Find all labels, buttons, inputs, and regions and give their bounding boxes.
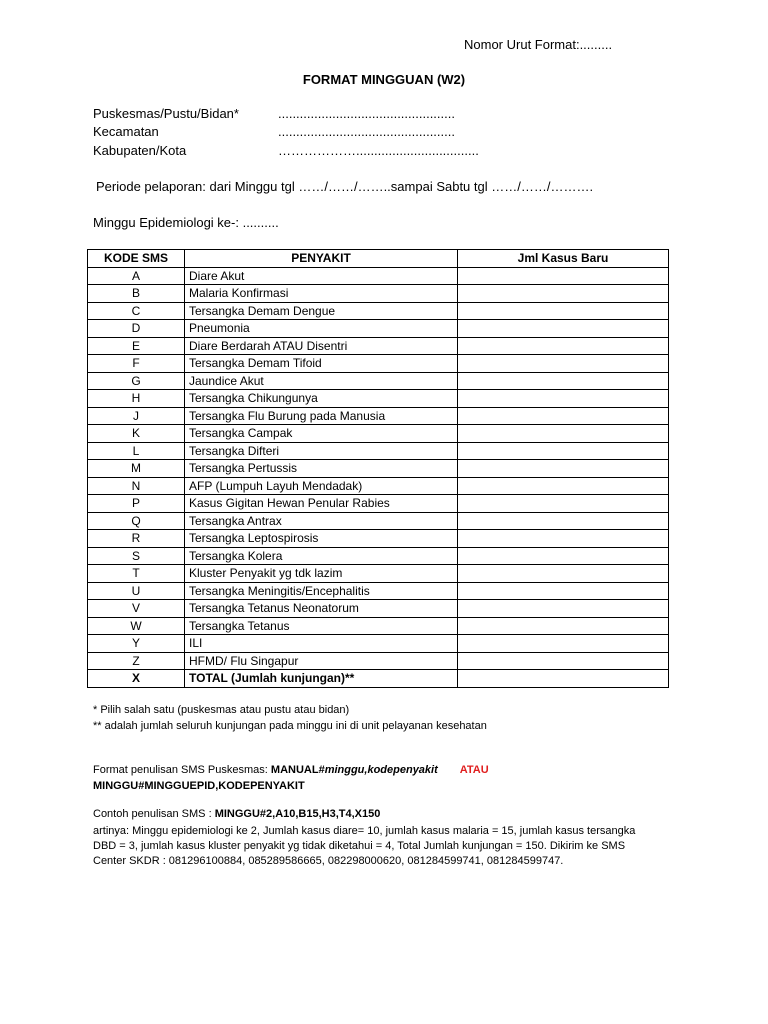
cell-jumlah-kasus[interactable] — [458, 355, 669, 373]
cell-jumlah-kasus[interactable] — [458, 635, 669, 653]
sms-format-prefix: Format penulisan SMS Puskesmas: — [93, 764, 271, 776]
cell-penyakit: Diare Berdarah ATAU Disentri — [185, 337, 458, 355]
cell-jumlah-kasus[interactable] — [458, 600, 669, 618]
cell-penyakit: Tersangka Tetanus — [185, 617, 458, 635]
cell-jumlah-kasus[interactable] — [458, 670, 669, 688]
cell-penyakit: Tersangka Difteri — [185, 442, 458, 460]
cell-kode-sms: U — [88, 582, 185, 600]
table-row — [88, 390, 669, 408]
table-row — [88, 565, 669, 583]
cell-jumlah-kasus[interactable] — [458, 407, 669, 425]
cell-kode-sms: Y — [88, 635, 185, 653]
cell-kode-sms: S — [88, 547, 185, 565]
column-header-kode: KODE SMS — [88, 250, 185, 268]
table-row — [88, 530, 669, 548]
cell-jumlah-kasus[interactable] — [458, 477, 669, 495]
cell-penyakit: Tersangka Pertussis — [185, 460, 458, 478]
explanation-line: DBD = 3, jumlah kasus kluster penyakit yg tidak diketahui = 4, Total Jumlah kunjungan = 150. Dikirim ke SMS — [93, 840, 626, 852]
explanation-line: Center SKDR : 081296100884, 085289586665, 082298000620, 081284599741, 081284599747. — [93, 855, 564, 867]
table-row — [88, 285, 669, 303]
disease-table — [87, 249, 669, 688]
table-row — [88, 512, 669, 530]
cell-jumlah-kasus[interactable] — [458, 390, 669, 408]
cell-kode-sms: A — [88, 267, 185, 285]
table-row — [88, 442, 669, 460]
footnote-1: * Pilih salah satu (puskesmas atau pustu atau bidan) — [93, 704, 350, 716]
cell-kode-sms: M — [88, 460, 185, 478]
cell-penyakit: Tersangka Demam Tifoid — [185, 355, 458, 373]
field-label-kabupaten: Kabupaten/Kota — [93, 143, 187, 158]
explanation-line: artinya: Minggu epidemiologi ke 2, Jumlah kasus diare= 10, jumlah kasus malaria = 15, jumlah kasus tersangka — [93, 825, 636, 837]
cell-jumlah-kasus[interactable] — [458, 495, 669, 513]
sms-example-explanation — [93, 824, 683, 869]
cell-kode-sms: R — [88, 530, 185, 548]
cell-jumlah-kasus[interactable] — [458, 547, 669, 565]
table-row — [88, 320, 669, 338]
cell-jumlah-kasus[interactable] — [458, 320, 669, 338]
sms-format-line — [93, 764, 489, 776]
table-row — [88, 425, 669, 443]
table-row — [88, 407, 669, 425]
sms-format-or: ATAU — [459, 764, 489, 776]
table-row — [88, 267, 669, 285]
table-row — [88, 635, 669, 653]
sms-format-manual: MANUAL# — [270, 764, 325, 776]
column-header-penyakit: PENYAKIT — [185, 250, 458, 268]
cell-kode-sms: E — [88, 337, 185, 355]
cell-jumlah-kasus[interactable] — [458, 302, 669, 320]
cell-jumlah-kasus[interactable] — [458, 425, 669, 443]
cell-penyakit: Tersangka Tetanus Neonatorum — [185, 600, 458, 618]
cell-jumlah-kasus[interactable] — [458, 285, 669, 303]
cell-penyakit: ILI — [185, 635, 458, 653]
cell-jumlah-kasus[interactable] — [458, 460, 669, 478]
table-row — [88, 355, 669, 373]
cell-kode-sms: Z — [88, 652, 185, 670]
cell-penyakit: Tersangka Flu Burung pada Manusia — [185, 407, 458, 425]
footnote-2: ** adalah jumlah seluruh kunjungan pada minggu ini di unit pelayanan kesehatan — [93, 720, 487, 732]
cell-penyakit: Malaria Konfirmasi — [185, 285, 458, 303]
cell-penyakit: AFP (Lumpuh Layuh Mendadak) — [185, 477, 458, 495]
cell-kode-sms: G — [88, 372, 185, 390]
table-row — [88, 582, 669, 600]
cell-jumlah-kasus[interactable] — [458, 565, 669, 583]
cell-kode-sms: F — [88, 355, 185, 373]
format-number: Nomor Urut Format:......... — [464, 37, 613, 52]
sms-example-line — [93, 808, 380, 820]
sms-example-prefix: Contoh penulisan SMS : — [93, 808, 215, 820]
cell-jumlah-kasus[interactable] — [458, 530, 669, 548]
field-value-kecamatan: ................................................. — [278, 124, 455, 139]
cell-penyakit: Tersangka Meningitis/Encephalitis — [185, 582, 458, 600]
table-header-row — [88, 250, 669, 268]
reporting-period: Periode pelaporan: dari Minggu tgl ……/……/……..sampai Sabtu tgl ……/……/………. — [96, 179, 594, 194]
epidemiology-week: Minggu Epidemiologi ke-: .......... — [93, 215, 279, 230]
cell-penyakit: Tersangka Campak — [185, 425, 458, 443]
cell-penyakit: Tersangka Demam Dengue — [185, 302, 458, 320]
sms-format-alternative: MINGGU#MINGGUEPID,KODEPENYAKIT — [93, 780, 305, 792]
cell-kode-sms: B — [88, 285, 185, 303]
field-value-puskesmas: ................................................. — [278, 106, 455, 121]
field-value-kabupaten: ……………….................................. — [278, 143, 479, 158]
cell-penyakit: Tersangka Chikungunya — [185, 390, 458, 408]
cell-penyakit: Jaundice Akut — [185, 372, 458, 390]
cell-penyakit: HFMD/ Flu Singapur — [185, 652, 458, 670]
cell-penyakit: Tersangka Leptospirosis — [185, 530, 458, 548]
table-row — [88, 302, 669, 320]
cell-kode-sms: D — [88, 320, 185, 338]
table-row — [88, 477, 669, 495]
sms-format-manual-params: minggu,kodepenyakit — [324, 764, 438, 776]
table-row — [88, 460, 669, 478]
cell-kode-sms: T — [88, 565, 185, 583]
cell-penyakit: Kasus Gigitan Hewan Penular Rabies — [185, 495, 458, 513]
table-row — [88, 670, 669, 688]
table-row — [88, 547, 669, 565]
cell-jumlah-kasus[interactable] — [458, 512, 669, 530]
table-row — [88, 337, 669, 355]
cell-jumlah-kasus[interactable] — [458, 442, 669, 460]
table-row — [88, 495, 669, 513]
table-row — [88, 372, 669, 390]
cell-jumlah-kasus[interactable] — [458, 617, 669, 635]
cell-kode-sms: Q — [88, 512, 185, 530]
cell-kode-sms: N — [88, 477, 185, 495]
cell-kode-sms: X — [88, 670, 185, 688]
cell-jumlah-kasus[interactable] — [458, 652, 669, 670]
field-label-puskesmas: Puskesmas/Pustu/Bidan* — [93, 106, 239, 121]
cell-kode-sms: J — [88, 407, 185, 425]
cell-penyakit: TOTAL (Jumlah kunjungan)** — [185, 670, 458, 688]
cell-kode-sms: H — [88, 390, 185, 408]
table-row — [88, 652, 669, 670]
cell-kode-sms: V — [88, 600, 185, 618]
column-header-jumlah: Jml Kasus Baru — [458, 250, 669, 268]
field-label-kecamatan: Kecamatan — [93, 124, 159, 139]
cell-kode-sms: L — [88, 442, 185, 460]
cell-kode-sms: P — [88, 495, 185, 513]
cell-kode-sms: C — [88, 302, 185, 320]
table-row — [88, 617, 669, 635]
cell-jumlah-kasus[interactable] — [458, 337, 669, 355]
cell-penyakit: Kluster Penyakit yg tdk lazim — [185, 565, 458, 583]
cell-penyakit: Pneumonia — [185, 320, 458, 338]
cell-penyakit: Tersangka Antrax — [185, 512, 458, 530]
cell-jumlah-kasus[interactable] — [458, 372, 669, 390]
table-row — [88, 600, 669, 618]
sms-example-code: MINGGU#2,A10,B15,H3,T4,X150 — [214, 808, 381, 820]
cell-jumlah-kasus[interactable] — [458, 267, 669, 285]
cell-jumlah-kasus[interactable] — [458, 582, 669, 600]
cell-kode-sms: W — [88, 617, 185, 635]
page-title: FORMAT MINGGUAN (W2) — [302, 72, 466, 87]
cell-kode-sms: K — [88, 425, 185, 443]
cell-penyakit: Diare Akut — [185, 267, 458, 285]
cell-penyakit: Tersangka Kolera — [185, 547, 458, 565]
